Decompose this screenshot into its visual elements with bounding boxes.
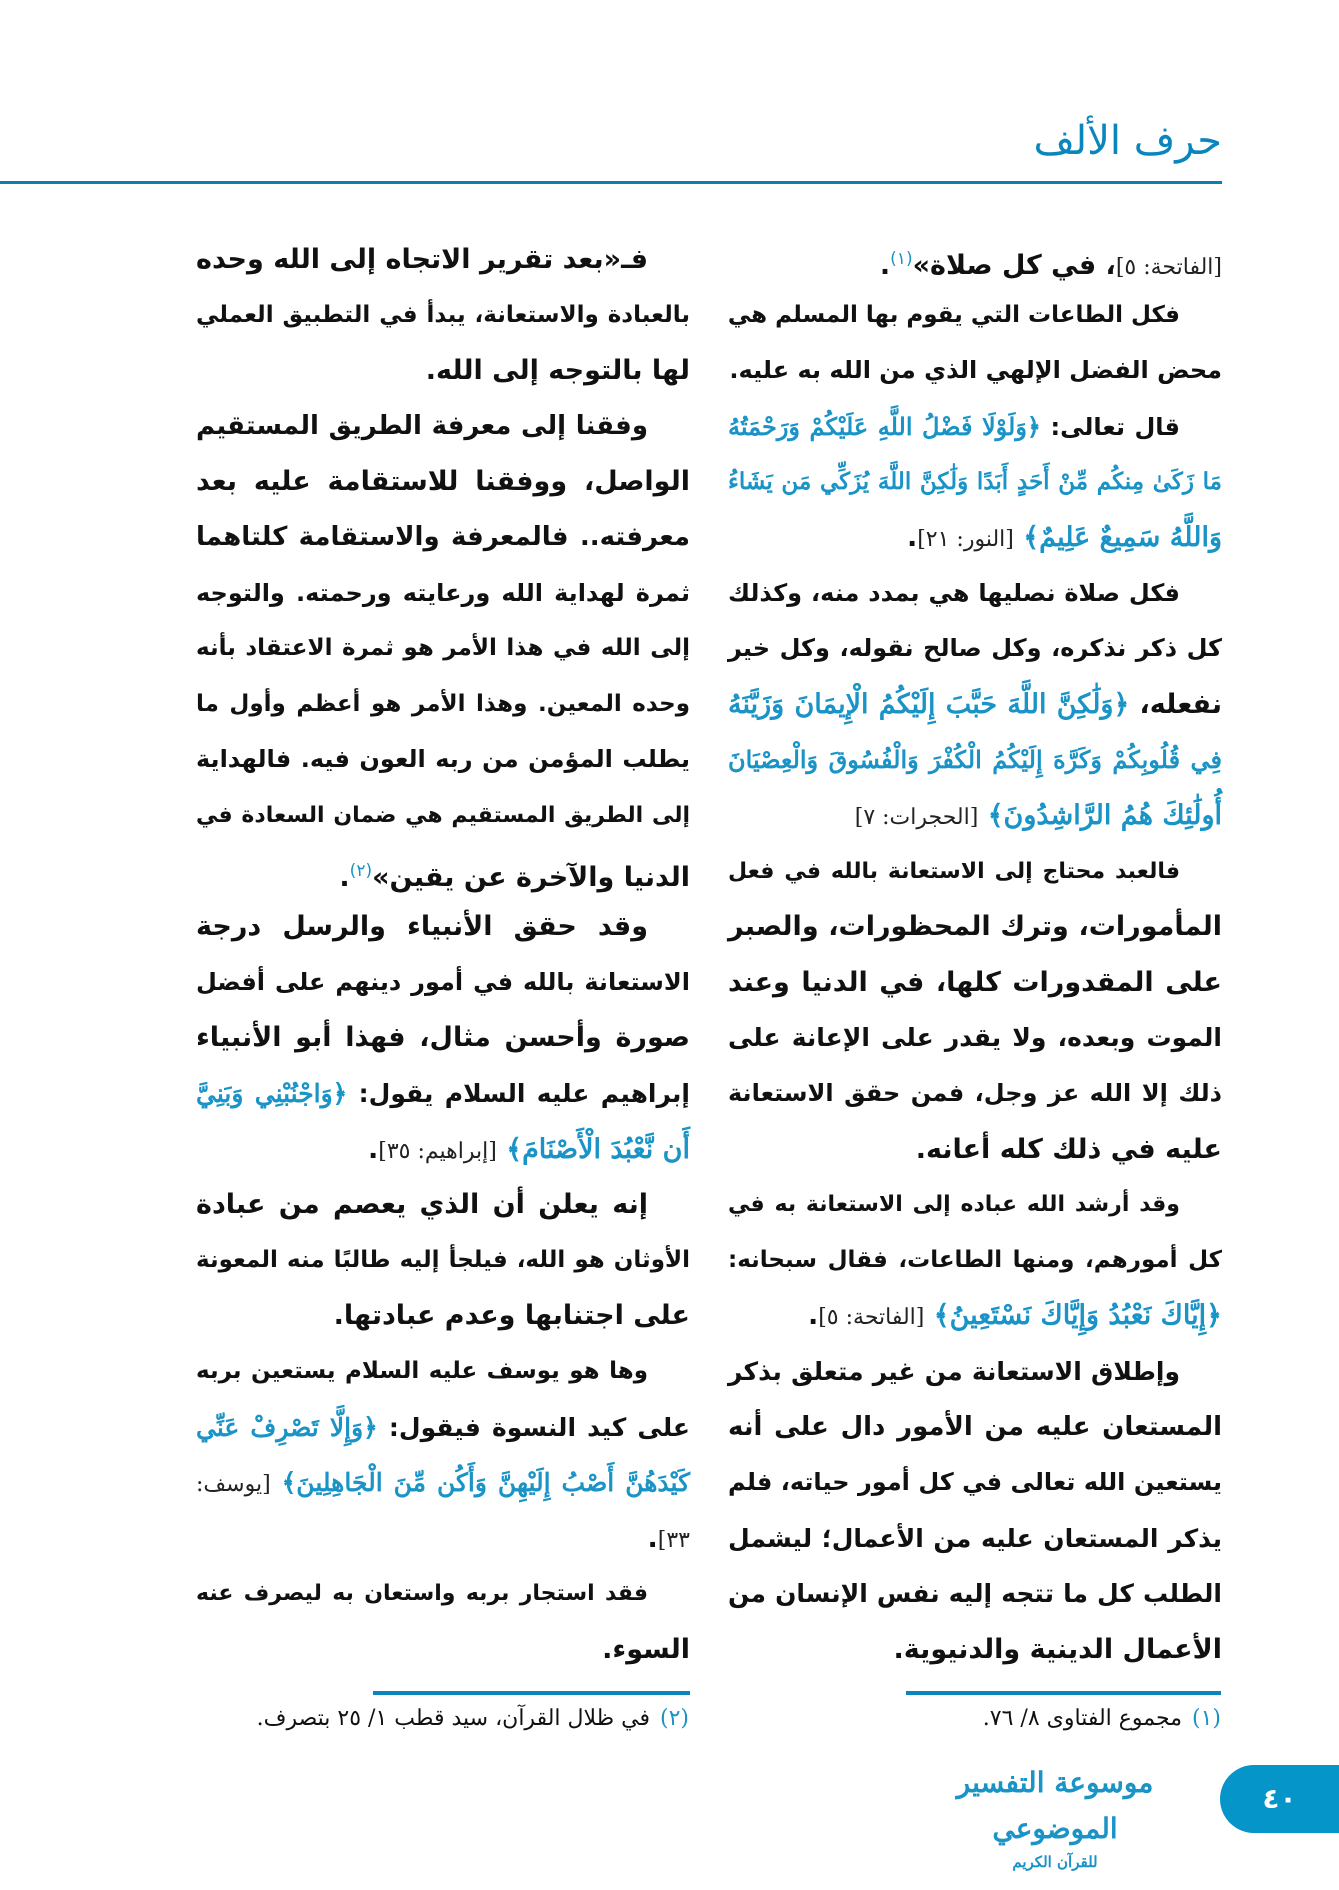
text-line (728, 1122, 1222, 1177)
text-line (728, 1066, 1222, 1121)
body-text: السوء. (602, 1634, 690, 1665)
text-line (196, 955, 690, 1010)
footnote-number: (٢) (659, 1706, 689, 1731)
quran-verse: كَيْدَهُنَّ أَصْبُ إِلَيْهِنَّ وَأَكُن مِّنَ الْجَاهِلِينَ﴾ (270, 1468, 690, 1498)
body-text: الاستعانة بالله في أمور دينهم على أفضل (196, 967, 690, 996)
text-line (728, 844, 1222, 899)
text-line (728, 677, 1222, 732)
text-line (728, 899, 1222, 954)
body-text: الموت وبعده، ولا يقدر على الإعانة على (728, 1023, 1222, 1053)
quran-verse: ﴿وَلَوْلَا فَضْلُ اللَّهِ عَلَيْكُمْ وَرَحْمَتُهُ (728, 411, 1041, 441)
quran-verse: فِي قُلُوبِكُمْ وَكَرَّهَ إِلَيْكُمُ الْكُفْرَ وَالْفُسُوقَ وَالْعِصْيَانَ (728, 745, 1222, 775)
quran-verse: أَن نَّعْبُدَ الْأَصْنَامَ﴾ (496, 1133, 690, 1165)
body-text: فكل الطاعات التي يقوم بها المسلم هي (727, 301, 1180, 328)
text-line (196, 399, 690, 454)
body-text: ثمرة لهداية الله ورعايته ورحمته. والتوجه (196, 578, 690, 607)
body-text: الأوثان هو الله، فيلجأ إليه طالبًا منه المعونة (196, 1246, 690, 1273)
text-column-right (728, 232, 1222, 1682)
body-text: إلى الله في هذا الأمر هو ثمرة الاعتقاد بأنه (196, 635, 690, 662)
verse-reference: [الفاتحة: ٥] (1115, 255, 1222, 280)
text-line (728, 1288, 1222, 1343)
body-text: إنه يعلن أن الذي يعصم من عبادة (196, 1189, 648, 1221)
body-text: على المقدورات كلها، في الدنيا وعند (728, 966, 1222, 998)
text-line (196, 899, 690, 954)
footnote-text: مجموع الفتاوى ٨/ ٧٦. (982, 1706, 1182, 1731)
body-text: لها بالتوجه إلى الله. (425, 355, 690, 387)
text-line (196, 788, 690, 843)
body-text: الواصل، ووفقنا للاستقامة عليه بعد (196, 466, 690, 498)
logo-line-1: موسوعة التفسير الموضوعي (956, 1766, 1154, 1845)
text-line (196, 454, 690, 509)
body-text: فقد استجار بربه واستعان به ليصرف عنه (196, 1581, 648, 1607)
body-text: . (906, 522, 918, 553)
verse-reference: [النور: ٢١] (917, 527, 1014, 552)
text-line (728, 1400, 1222, 1455)
text-line (196, 1233, 690, 1288)
quran-verse: ﴿وَإِلَّا تَصْرِفْ عَنِّي (196, 1412, 378, 1442)
text-line (728, 343, 1222, 398)
body-text: . (368, 1133, 379, 1165)
body-text: يطلب المؤمن من ربه العون فيه. فالهداية (196, 745, 690, 774)
body-text: وفقنا إلى معرفة الطريق المستقيم (196, 410, 648, 441)
logo-line-2: للقرآن الكريم (1012, 1853, 1098, 1871)
text-line (196, 1288, 690, 1343)
body-text: فـ«بعد تقرير الاتجاه إلى الله وحده (196, 244, 648, 275)
body-text: الأعمال الدينية والدنيوية. (893, 1634, 1222, 1665)
text-line (728, 1010, 1222, 1065)
body-text: وقد حقق الأنبياء والرسل درجة (196, 911, 648, 943)
header-divider (0, 181, 1222, 184)
body-text: معرفته.. فالمعرفة والاستقامة كلتاهما (196, 522, 690, 552)
text-line (196, 677, 690, 732)
text-line (728, 232, 1222, 287)
text-line (196, 288, 690, 343)
text-line (196, 732, 690, 787)
text-line (196, 621, 690, 676)
body-text: فكل صلاة نصليها هي بمدد منه، وكذلك (728, 578, 1180, 607)
body-text: وحده المعين. وهذا الأمر هو أعظم وأول ما (196, 690, 690, 717)
body-text: . (339, 861, 350, 893)
text-line (196, 1344, 690, 1399)
text-line (728, 1511, 1222, 1566)
text-line (196, 510, 690, 565)
text-line (728, 288, 1222, 343)
text-line (196, 343, 690, 398)
body-text: نفعله، (1129, 688, 1222, 720)
text-line (196, 1511, 690, 1566)
text-line (728, 1455, 1222, 1510)
text-line (196, 1066, 690, 1121)
verse-reference: [الحجرات: ٧] (854, 805, 979, 830)
verse-reference: ٣٣] (657, 1527, 690, 1553)
footnote-text: في ظلال القرآن، سيد قطب ١/ ٢٥ بتصرف. (256, 1706, 650, 1731)
body-text: بالعبادة والاستعانة، يبدأ في التطبيق العملي (196, 301, 690, 328)
body-text: محض الفضل الإلهي الذي من الله به عليه. (729, 356, 1222, 385)
body-text: صورة وأحسن مثال، فهذا أبو الأنبياء (196, 1022, 690, 1054)
quran-verse: أُولَٰئِكَ هُمُ الرَّاشِدُونَ﴾ (978, 800, 1222, 831)
body-text: يستعين الله تعالى في كل أمور حياته، فلم (728, 1468, 1222, 1497)
text-line (196, 566, 690, 621)
encyclopedia-logo (930, 1760, 1180, 1871)
footnote-divider-right (906, 1691, 1221, 1695)
footnote-1 (983, 1706, 1221, 1731)
quran-verse: مَا زَكَىٰ مِنكُم مِّنْ أَحَدٍ أَبَدًا وَلَٰكِنَّ اللَّهَ يُزَكِّي مَن يَشَاءُ (728, 468, 1222, 496)
footnote-marker: (٢) (349, 860, 373, 881)
body-text: وقد أرشد الله عباده إلى الاستعانة به في (728, 1192, 1180, 1218)
quran-verse: ﴿إِيَّاكَ نَعْبُدُ وَإِيَّاكَ نَسْتَعِينُ﴾ (924, 1300, 1222, 1332)
chapter-title: حرف الألف (1033, 118, 1222, 164)
body-text: على اجتنابها وعدم عبادتها. (333, 1300, 690, 1332)
text-line (728, 510, 1222, 565)
text-line (728, 1177, 1222, 1232)
text-line (196, 1566, 690, 1621)
body-text: . (807, 1300, 819, 1332)
body-text: وإطلاق الاستعانة من غير متعلق بذكر (728, 1357, 1180, 1386)
text-line (728, 399, 1222, 454)
verse-reference: [يوسف: (196, 1472, 271, 1498)
footnote-number: (١) (1191, 1706, 1221, 1731)
body-text: على كيد النسوة فيقول: (377, 1412, 690, 1442)
body-text: قال تعالى: (1041, 412, 1180, 441)
verse-reference: [إبراهيم: ٣٥] (378, 1138, 497, 1164)
body-text: إبراهيم عليه السلام يقول: (347, 1079, 690, 1108)
text-line (196, 844, 690, 899)
text-line (728, 1233, 1222, 1288)
body-text: المستعان عليه من الأمور دال على أنه (728, 1411, 1222, 1442)
body-text: . (879, 250, 891, 281)
text-line (196, 1400, 690, 1455)
text-column-left (196, 232, 690, 1682)
body-text: وها هو يوسف عليه السلام يستعين بربه (196, 1358, 648, 1384)
text-line (728, 454, 1222, 509)
text-line (728, 732, 1222, 787)
text-line (196, 1455, 690, 1510)
text-line (728, 1622, 1222, 1677)
footnote-divider-left (373, 1691, 690, 1695)
footnote-2 (257, 1706, 689, 1731)
text-line (728, 788, 1222, 843)
text-line (728, 1344, 1222, 1399)
text-line (728, 955, 1222, 1010)
text-line (196, 1622, 690, 1677)
text-line (196, 1122, 690, 1177)
body-text: الدنيا والآخرة عن يقين» (372, 861, 690, 893)
text-line (728, 621, 1222, 676)
body-text: إلى الطريق المستقيم هي ضمان السعادة في (196, 803, 690, 828)
footnote-marker: (١) (890, 249, 913, 269)
body-text: . (647, 1522, 658, 1554)
body-text: يذكر المستعان عليه من الأعمال؛ ليشمل (728, 1523, 1222, 1553)
body-text: فالعبد محتاج إلى الاستعانة بالله في فعل (728, 858, 1180, 884)
body-text: ، في كل صلاة» (912, 250, 1116, 281)
page-number-tab: ٤٠ (1220, 1765, 1339, 1833)
text-line (728, 566, 1222, 621)
quran-verse: ﴿وَلَٰكِنَّ اللَّهَ حَبَّبَ إِلَيْكُمُ الْإِيمَانَ وَزَيَّنَهُ (728, 688, 1130, 720)
text-line (196, 1177, 690, 1232)
body-text: كل ذكر نذكره، وكل صالح نقوله، وكل خير (728, 634, 1222, 663)
quran-verse: ﴿وَاجْنُبْنِي وَبَنِيَّ (196, 1079, 348, 1108)
text-line (196, 232, 690, 287)
body-text: كل أمورهم، ومنها الطاعات، فقال سبحانه: (728, 1246, 1222, 1273)
text-line (196, 1010, 690, 1065)
body-text: ذلك إلا الله عز وجل، فمن حقق الاستعانة (728, 1079, 1222, 1107)
body-text: المأمورات، وترك المحظورات، والصبر (728, 911, 1222, 943)
verse-reference: [الفاتحة: ٥] (818, 1305, 925, 1331)
body-text: الطلب كل ما تتجه إليه نفس الإنسان من (728, 1579, 1222, 1609)
text-line (728, 1566, 1222, 1621)
quran-verse: وَاللَّهُ سَمِيعٌ عَلِيمٌ﴾ (1013, 522, 1222, 553)
body-text: عليه في ذلك كله أعانه. (915, 1133, 1222, 1165)
